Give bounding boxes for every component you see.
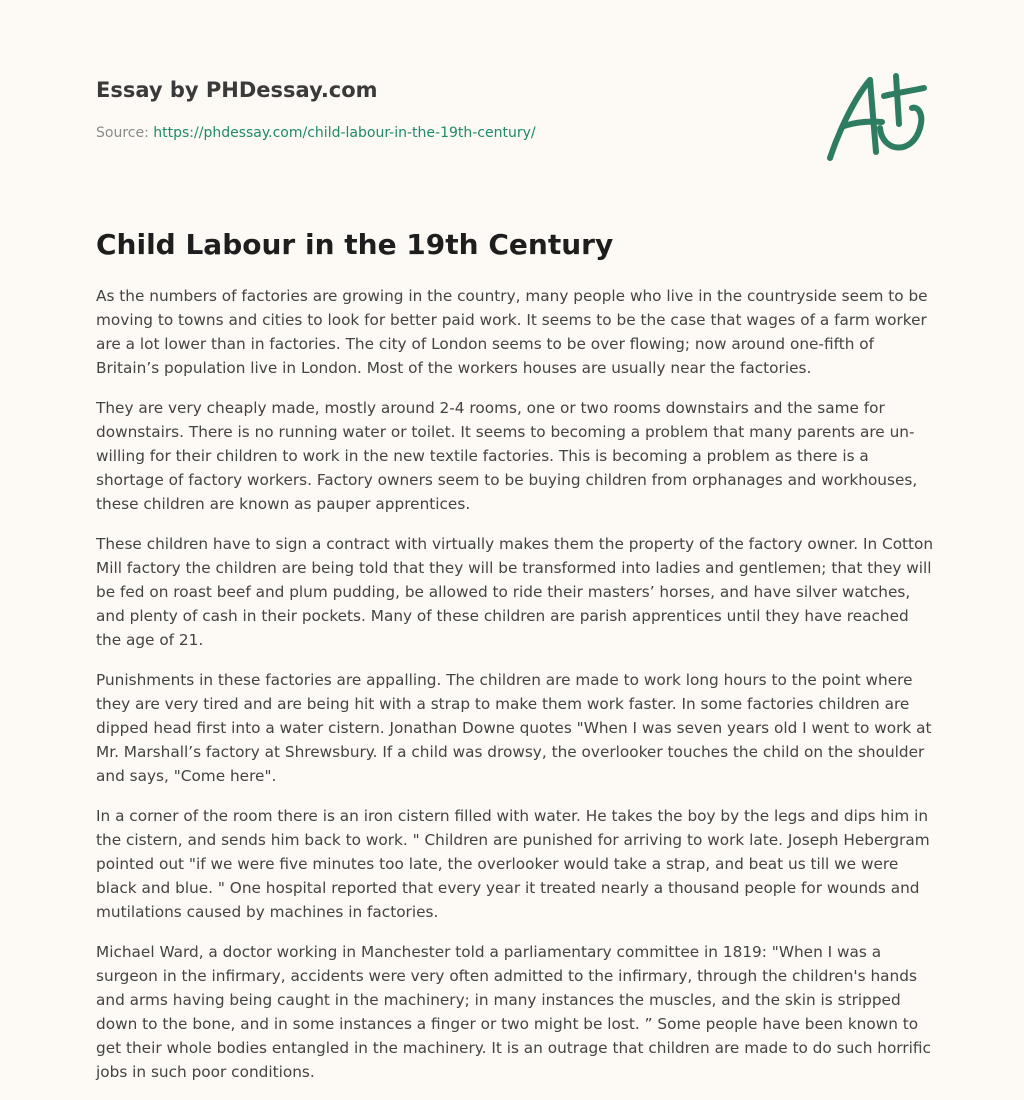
source-line xyxy=(96,124,536,142)
essay-paragraph: These children have to sign a contract with virtually makes them the property of the factory owner. In Cotton Mill factory the children are being told that they will be transformed into ladies and gentlemen; that they will be fed on roast beef and plum pudding, be allowed to ride their masters’ horses, and have silver watches, and plenty of cash in their pockets. Many of these children are parish apprentices until they have reached the age of 21. xyxy=(96,535,934,649)
essay-paragraph: Punishments in these factories are appalling. The children are made to work long hours to the point where they are very tired and are being hit with a strap to make them work faster. In some factories children are dipped head first into a water cistern. Jonathan Downe quotes "When I was seven years old I went to work at Mr. Marshall’s factory at Shrewsbury. If a child was drowsy, the overlooker touches the child on the shoulder and says, "Come here". xyxy=(96,671,932,785)
source-link[interactable]: https://phdessay.com/child-labour-in-the-19th-century/ xyxy=(153,125,536,141)
essay-body xyxy=(96,284,936,1100)
page-header xyxy=(96,76,796,141)
site-title: Essay by PHDessay.com xyxy=(96,78,378,102)
essay-paragraph: Michael Ward, a doctor working in Manchester told a parliamentary committee in 1819: "When I was a surgeon in the infirmary, accidents were very often admitted to the infirmary, through the children's hands and arms having being caught in the machinery; in many instances the muscles, and the skin is stripped down to the bone, and in some instances a finger or two might be lost. ” Some people have been known to get their whole bodies entangled in the machinery. It is an outrage that children are made to do such horrific jobs in such poor conditions. xyxy=(96,943,931,1081)
source-label: Source: xyxy=(96,125,149,141)
a-plus-logo-icon xyxy=(822,66,928,166)
essay-paragraph: They are very cheaply made, mostly around 2-4 rooms, one or two rooms downstairs and the same for downstairs. There is no running water or toilet. It seems to becoming a problem that many parents are un-willing for their children to work in the new textile factories. This is becoming a problem as there is a shortage of factory workers. Factory owners seem to be buying children from orphanages and workhouses, these children are known as pauper apprentices. xyxy=(96,399,918,513)
essay-title: Child Labour in the 19th Century xyxy=(96,228,614,261)
essay-paragraph: As the numbers of factories are growing in the country, many people who live in the countryside seem to be moving to towns and cities to look for better paid work. It seems to be the case that wages of a farm worker are a lot lower than in factories. The city of London seems to be over flowing; now around one-fifth of Britain’s population live in London. Most of the workers houses are usually near the factories. xyxy=(96,287,928,377)
essay-paragraph: In a corner of the room there is an iron cistern filled with water. He takes the boy by the legs and dips him in the cistern, and sends him back to work. " Children are punished for arriving to work late. Joseph Hebergram pointed out "if we were five minutes too late, the overlooker would take a strap, and beat us till we were black and blue. " One hospital reported that every year it treated nearly a thousand people for wounds and mutilations caused by machines in factories. xyxy=(96,807,930,921)
